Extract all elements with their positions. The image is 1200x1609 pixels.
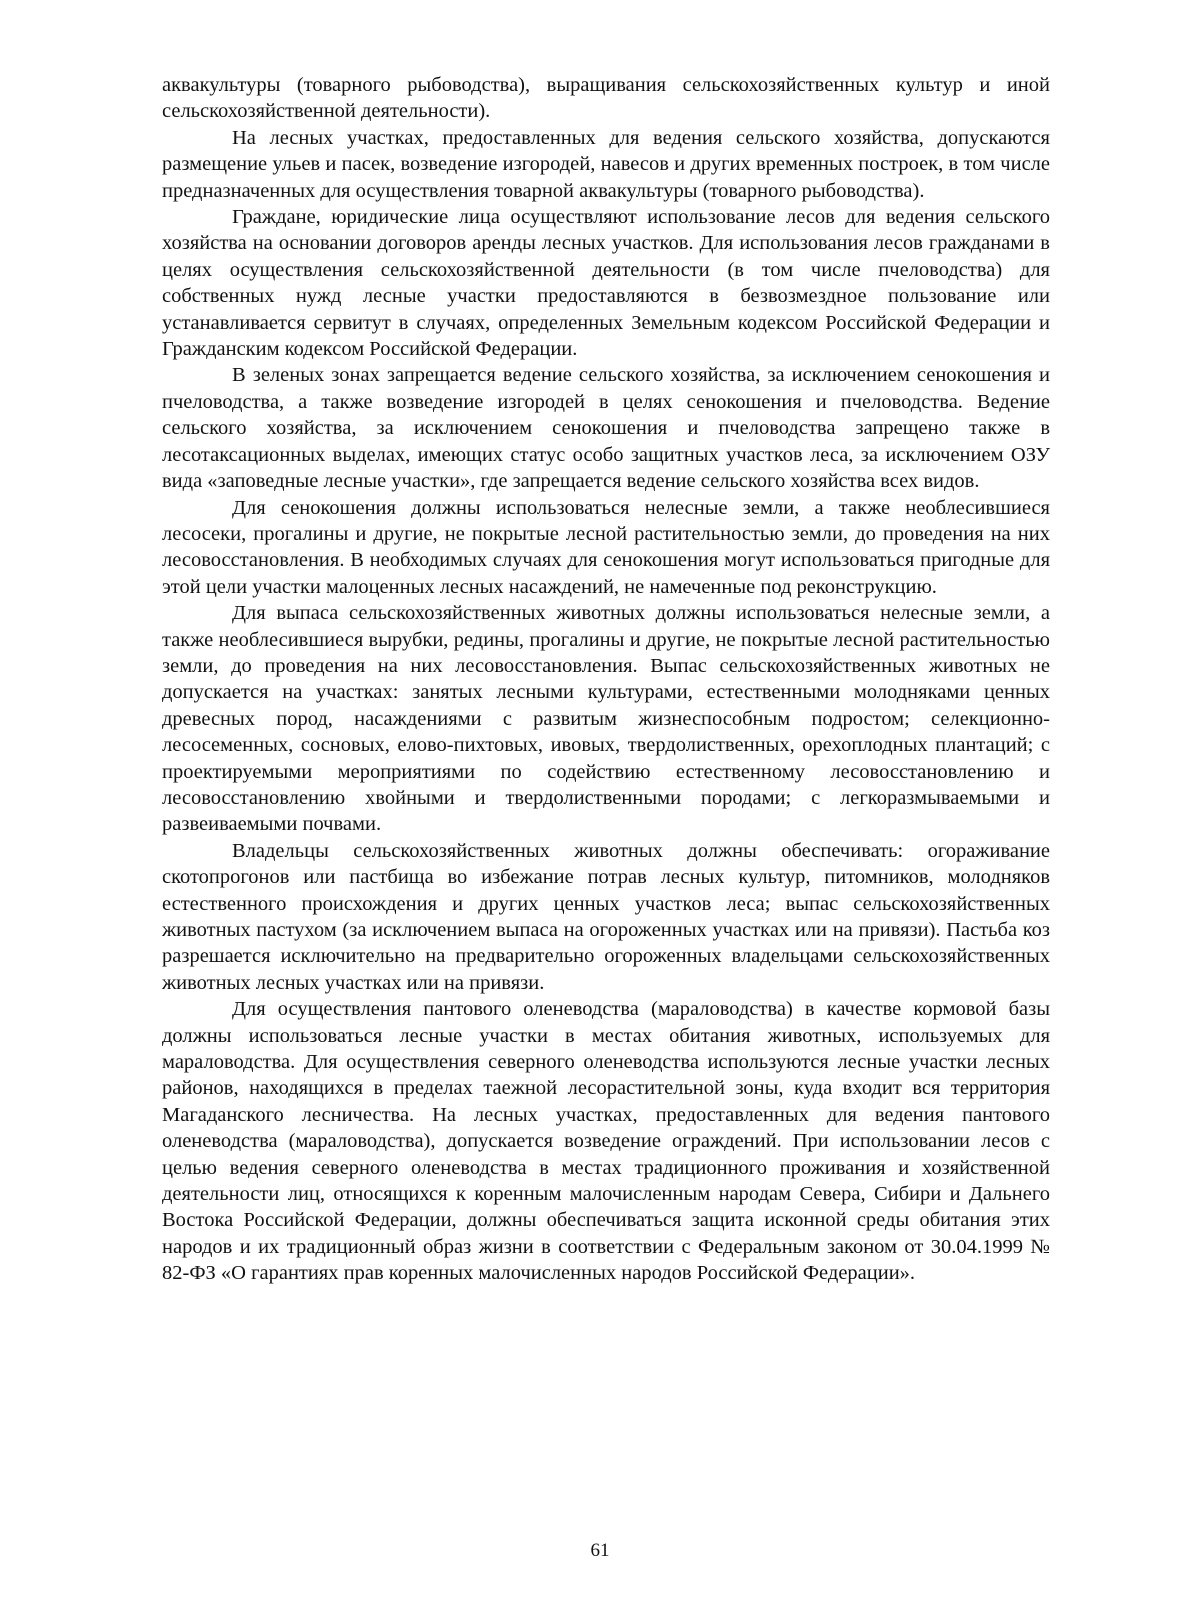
- paragraph-green-zones: В зеленых зонах запрещается ведение сельского хозяйства, за исключением сенокошения и пчеловодства, а также возведение изгородей в целях сенокошения и пчеловодства. Ведение сельского хозяйства, за исключением сенокошения и пчеловодства запрещено также в лесотаксационных выделах, имеющих статус особо защитных участков леса, за исключением ОЗУ вида «заповедные лесные участки», где запрещается ведение сельского хозяйства всех видов.: [162, 364, 1050, 493]
- document-body: [162, 72, 1050, 1287]
- paragraph-lease-agreements: Граждане, юридические лица осуществляют использование лесов для ведения сельского хозяйства на основании договоров аренды лесных участков. Для использования лесов гражданами в целях осуществления сельскохозяйственной деятельности (в том числе пчеловодства) для собственных нужд лесные участки предоставляются в безвозмездное пользование или устанавливается сервитут в случаях, определенных Земельным кодексом Российской Федерации и Гражданским кодексом Российской Федерации.: [162, 206, 1050, 361]
- paragraph-beekeeping: На лесных участках, предоставленных для ведения сельского хозяйства, допускаются размещение ульев и пасек, возведение изгородей, навесов и других временных построек, в том числе предназначенных для осуществления товарной аквакультуры (товарного рыбоводства).: [162, 126, 1050, 202]
- paragraph-livestock-owners: Владельцы сельскохозяйственных животных должны обеспечивать: огораживание скотопрогонов или пастбища во избежание потрав лесных культур, питомников, молодняков естественного происхождения и других ценных участков леса; выпас сельскохозяйственных животных пастухом (за исключением выпаса на огороженных участках или на привязи). Пастьба коз разрешается исключительно на предварительно огороженных владельцами сельскохозяйственных животных лесных участках или на привязи.: [162, 839, 1050, 994]
- paragraph-haymaking: Для сенокошения должны использоваться нелесные земли, а также необлесившиеся лесосеки, прогалины и другие, не покрытые лесной растительностью земли, до проведения на них лесовосстановления. В необходимых случаях для сенокошения могут использоваться пригодные для этой цели участки малоценных лесных насаждений, не намеченные под реконструкцию.: [162, 496, 1050, 598]
- paragraph-grazing: Для выпаса сельскохозяйственных животных должны использоваться нелесные земли, а также необлесившиеся вырубки, редины, прогалины и другие, не покрытые лесной растительностью земли, до проведения на них лесовосстановления. Выпас сельскохозяйственных животных не допускается на участках: занятых лесными культурами, естественными молодняками ценных древесных пород, насаждениями с развитым жизнеспособным подростом; селекционно-лесосеменных, сосновых, елово-пихтовых, ивовых, твердолиственных, орехоплодных плантаций; с проектируемыми мероприятиями по содействию естественному лесовосстановлению и лесовосстановлению хвойными и твердолиственными породами; с легкоразмываемыми и развеиваемыми почвами.: [162, 602, 1050, 836]
- page-number: 61: [590, 1540, 610, 1561]
- paragraph-continuation: аквакультуры (товарного рыбоводства), выращивания сельскохозяйственных культур и иной сельскохозяйственной деятельности).: [162, 74, 1050, 123]
- paragraph-reindeer-herding: Для осуществления пантового оленеводства (мараловодства) в качестве кормовой базы должны использоваться лесные участки в местах обитания животных, используемых для мараловодства. Для осуществления северного оленеводства используются лесные участки лесных районов, находящихся в пределах таежной лесорастительной зоны, куда входит вся территория Магаданского лесничества. На лесных участках, предоставленных для ведения пантового оленеводства (мараловодства), допускается возведение ограждений. При использовании лесов с целью ведения северного оленеводства в местах традиционного проживания и хозяйственной деятельности лиц, относящихся к коренным малочисленным народам Севера, Сибири и Дальнего Востока Российской Федерации, должны обеспечиваться защита исконной среды обитания этих народов и их традиционный образ жизни в соответствии с Федеральным законом от 30.04.1999 № 82-ФЗ «О гарантиях прав коренных малочисленных народов Российской Федерации».: [162, 998, 1050, 1285]
